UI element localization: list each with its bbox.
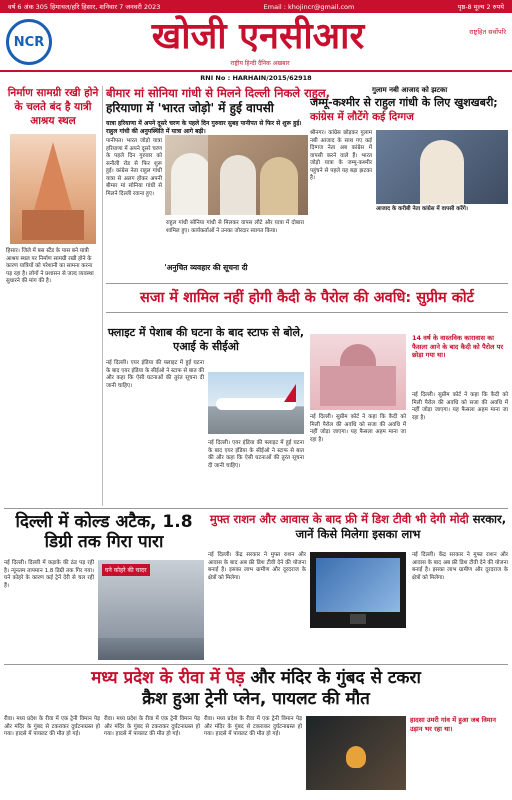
lead-headline-1: बीमार मां सोनिया गांधी से मिलने दिल्ली निकले राहुल, xyxy=(106,86,331,100)
tv-screen xyxy=(316,558,400,612)
motto: राष्ट्रहित सर्वोपरि xyxy=(469,28,506,36)
tv-text-2: नई दिल्ली। केंद्र सरकार ने मुफ्त राशन और आवास के बाद अब फ्री डिश टीवी देने की योजना बनाई है। इसका लाभ ग्रामीण और दूरदराज के क्षेत्रों को मिलेगा। xyxy=(412,552,508,581)
lead-quote: 'अनुचित व्यवहार की सूचना दी xyxy=(164,263,248,272)
tv-headline-black: सरकार, जानें किसे मिलेगा इसका लाभ xyxy=(295,512,507,541)
tv-stand xyxy=(350,614,366,624)
court-dome xyxy=(340,344,376,366)
figure-sonia xyxy=(260,157,298,215)
court-text: नई दिल्ली। सुप्रीम कोर्ट ने कहा कि कैदी को मिली पैरोल की अवधि को सजा की अवधि में नहीं जोड़ा जाएगा। यह फैसला अहम माना जा रहा है। xyxy=(310,414,406,443)
crash-text-3: रीवा। मध्य प्रदेश के रीवा में एक ट्रेनी विमान पेड़ और मंदिर के गुंबद से टकराकर दुर्घटनाग्रस्त हो गया। हादसे में पायलट की मौत हो गई। xyxy=(204,716,302,737)
ncr-logo xyxy=(6,19,52,65)
flight-text: नई दिल्ली। एयर इंडिया की फ्लाइट में हुई घटना के बाद एयर इंडिया के सीईओ ने स्टाफ से बात की और कहा कि ऐसी घटनाओं की तुरंत सूचना दी जानी चाहिए। xyxy=(106,360,204,389)
rni-number: RNI No : HARHAIN/2015/62918 xyxy=(200,74,312,82)
sc-banner xyxy=(106,285,508,311)
cold-text: नई दिल्ली। दिल्ली में कड़ाके की ठंड पड़ रही है। न्यूनतम तापमान 1.8 डिग्री तक गिर गया। घने कोहरे के कारण कई ट्रेनें देरी से चल रही हैं। xyxy=(4,560,94,589)
plane-body xyxy=(216,398,296,410)
airplane-photo xyxy=(208,372,304,434)
crash-headline-black-2: क्रैश हुआ ट्रेनी प्लेन, पायलट की मौत xyxy=(142,689,370,709)
tv-headline xyxy=(208,512,508,542)
crash-headline-black-1: और मंदिर के गुंबद से टकरा xyxy=(244,668,421,688)
left-article-text: हिसार। जिले में बस स्टैंड के पास बने यात्री आश्रय स्थल पर निर्माण सामग्री रखी होने के कारण यात्रियों को परेशानी का सामना करना पड़ रहा है। लोगों ने प्रशासन से जल्द व्यवस्था सुधारने की मांग की है। xyxy=(6,248,94,284)
right-lead-text: श्रीनगर। कांग्रेस छोड़कर गुलाम नबी आजाद के साथ गए कई दिग्गज नेता अब कांग्रेस में वापसी करने वाले हैं। भारत जोड़ो यात्रा के जम्मू-कश्मीर पहुंचने से पहले यह बड़ा झटका है। xyxy=(310,130,372,181)
right-kicker: गुलाम नबी आजाद को झटका xyxy=(372,86,448,94)
supreme-court-photo xyxy=(310,334,406,410)
court-building xyxy=(320,366,396,406)
lead-col-2: राहुल गांधी सोनिया गांधी से मिलकर वापस लौटे और यात्रा में दोबारा शामिल हुए। कार्यकर्ताओं ने उनका जोरदार स्वागत किया। xyxy=(166,220,304,234)
crash-text-2: रीवा। मध्य प्रदेश के रीवा में एक ट्रेनी विमान पेड़ और मंदिर के गुंबद से टकराकर दुर्घटनाग्रस्त हो गया। हादसे में पायलट की मौत हो गई। xyxy=(104,716,200,737)
email[interactable]: Email : khojincr@gmail.com xyxy=(263,2,355,11)
temple-base xyxy=(22,210,84,240)
azad-caption: आजाद के करीबी नेता कांग्रेस में वापसी करेंगे। xyxy=(376,206,468,212)
court-pull-quote: 14 वर्ष के वास्तविक कारावास का फैसला आने के बाद कैदी को पैरोल पर छोड़ा गया था। xyxy=(412,334,504,359)
lead-headline-2: हरियाणा में 'भारत जोड़ो' में हुई वापसी xyxy=(106,101,274,115)
divider xyxy=(106,283,508,284)
masthead xyxy=(0,13,512,72)
azad-figure xyxy=(420,140,464,204)
crash-headline-red: मध्य प्रदेश के रीवा में पेड़ xyxy=(91,668,245,688)
court-text-2: नई दिल्ली। सुप्रीम कोर्ट ने कहा कि कैदी को मिली पैरोल की अवधि को सजा की अवधि में नहीं जोड़ा जाएगा। यह फैसला अहम माना जा रहा है। xyxy=(412,392,508,421)
figure-rahul xyxy=(220,155,256,215)
lead-deck: यात्रा हरियाणा में अपने दूसरे चरण के पहले दिन गुरुवार सुबह पानीपत से फिर से शुरू हुई। राहुल गांधी की अनुपस्थिति में यात्रा आगे बढ़ी। xyxy=(106,120,302,135)
flight-headline: फ्लाइट में पेशाब की घटना के बाद स्टाफ से बोले, एआई के सीईओ xyxy=(107,326,305,353)
logo-text: NCR xyxy=(13,34,45,50)
left-headline: निर्माण सामग्री रखी होने के चलते बंद है यात्री आश्रय स्थल xyxy=(7,87,99,127)
divider xyxy=(4,664,508,665)
issue-info: वर्ष 6 अंक 305 हिमाचल/हरि हिसार, शनिवार 7 जनवरी 2023 xyxy=(8,3,161,11)
crash-photo xyxy=(306,716,406,790)
crash-flame xyxy=(346,746,366,768)
tv-photo xyxy=(310,552,406,628)
tv-headline-red: मुफ्त राशन और आवास के बाद फ्री में डिश टीवी भी देगी मोदी xyxy=(209,512,469,526)
tv-text: नई दिल्ली। केंद्र सरकार ने मुफ्त राशन और आवास के बाद अब फ्री डिश टीवी देने की योजना बनाई है। इसका लाभ ग्रामीण और दूरदराज के क्षेत्रों को मिलेगा। xyxy=(208,552,306,581)
right-headline-1: जम्मू-कश्मीर से राहुल गांधी के लिए खुशखबरी; xyxy=(310,96,498,109)
crash-text-1: रीवा। मध्य प्रदेश के रीवा में एक ट्रेनी विमान पेड़ और मंदिर के गुंबद से टकराकर दुर्घटनाग्रस्त हो गया। हादसे में पायलट की मौत हो गई। xyxy=(4,716,100,737)
lead-col-1: पानीपत। भारत जोड़ो यात्रा हरियाणा में अपने दूसरे चरण के पहले दिन गुरुवार को सनौली रोड से फिर शुरू हुई। कांग्रेस नेता राहुल गांधी यात्रा से अलग होकर अपनी बीमार मां सोनिया गांधी से मिलने दिल्ली रवाना हुए। xyxy=(106,138,162,197)
cold-headline: दिल्ली में कोल्ड अटैक, 1.8 डिग्री तक गिरा पारा xyxy=(15,512,193,552)
divider xyxy=(4,508,508,509)
brand-title: खोजी एनसीआर xyxy=(151,15,365,57)
crash-pull-quote: हादसा उमरी गांव में हुआ जब विमान उड़ान भर रहा था। xyxy=(410,716,496,733)
shelter-photo xyxy=(10,134,96,244)
right-headline-2: कांग्रेस में लौटेंगे कई दिग्गज xyxy=(310,111,414,123)
page-price: पृष्ठ-8 मूल्य 2 रुपये xyxy=(457,3,504,11)
left-column xyxy=(4,86,103,506)
flight-text-2: नई दिल्ली। एयर इंडिया की फ्लाइट में हुई घटना के बाद एयर इंडिया के सीईओ ने स्टाफ से बात की और कहा कि ऐसी घटनाओं की तुरंत सूचना दी जानी चाहिए। xyxy=(208,440,304,469)
sc-headline: सजा में शामिल नहीं होगी कैदी के पैरोल की अवधि: सुप्रीम कोर्ट xyxy=(140,290,474,306)
fog-label: घने कोहरे की चादर xyxy=(102,564,150,576)
tagline: राष्ट्रीय हिन्दी दैनिक अखबार xyxy=(230,60,290,67)
divider xyxy=(106,312,508,313)
azad-photo xyxy=(376,130,508,204)
fog-photo xyxy=(98,560,204,638)
fog-photo-2 xyxy=(98,638,204,660)
top-bar xyxy=(0,0,512,13)
temple-spire xyxy=(34,142,72,210)
crash-headline xyxy=(4,668,508,710)
figure-left xyxy=(171,153,211,215)
sonia-photo xyxy=(208,135,308,215)
